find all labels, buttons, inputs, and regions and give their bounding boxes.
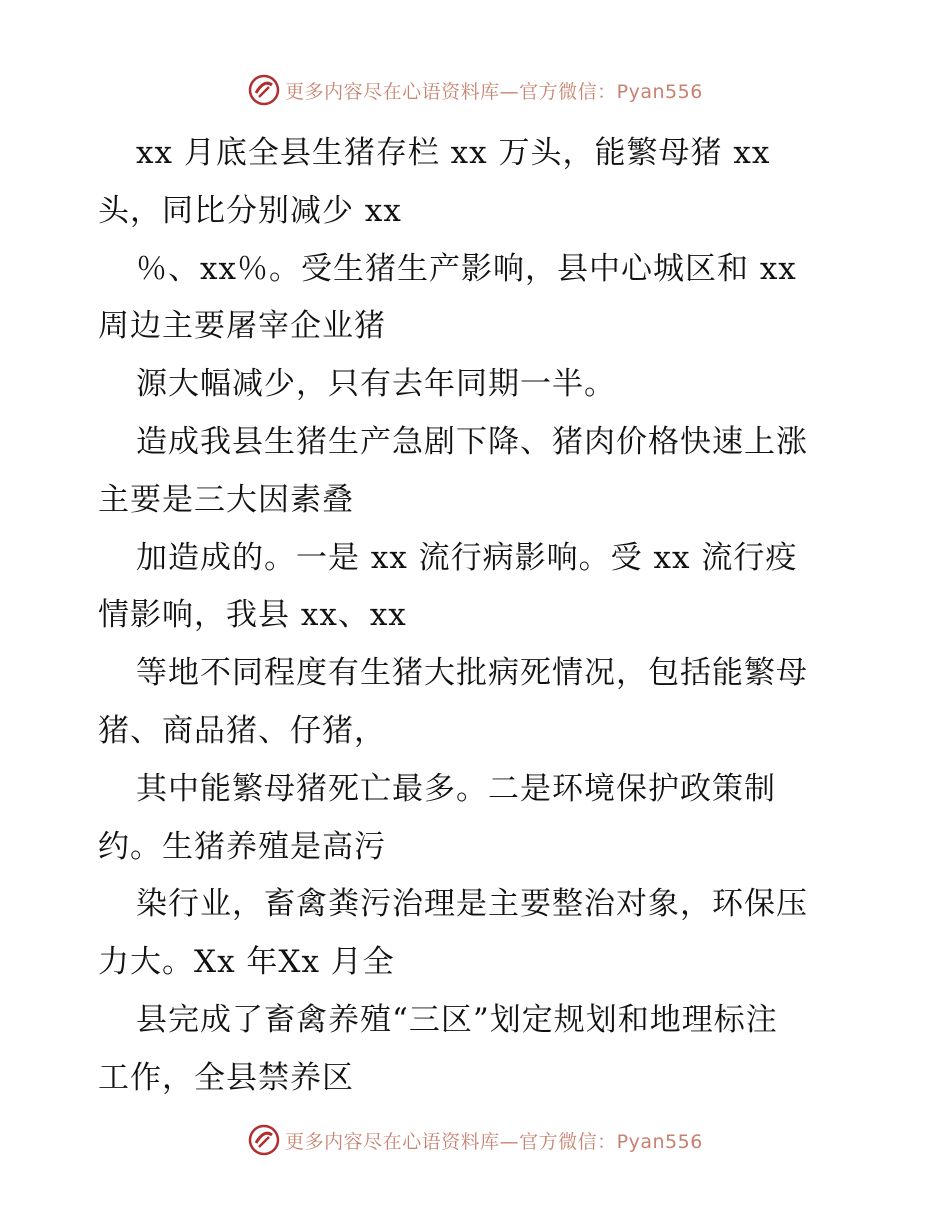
paragraph-line: 情影响，我县 xx、xx <box>98 597 407 634</box>
document-body <box>98 125 858 1108</box>
paragraph-line: 力大。Xx 年Xx 月全 <box>98 944 395 981</box>
header-banner <box>0 70 950 110</box>
paragraph-line: 工作，全县禁养区 <box>98 1059 354 1096</box>
red-seal-logo-icon <box>247 73 281 107</box>
paragraph-line: 县完成了畜禽养殖“三区”划定规划和地理标注 <box>136 1001 778 1038</box>
paragraph-line: 约。生猪养殖是高污 <box>98 828 386 865</box>
paragraph-line: 周边主要屠宰企业猪 <box>98 308 386 345</box>
paragraph-line: 源大幅减少，只有去年同期一半。 <box>136 366 616 403</box>
paragraph-line: 其中能繁母猪死亡最多。二是环境保护政策制 <box>136 770 776 807</box>
paragraph-line: ％、xx％。受生猪生产影响，县中心城区和 xx <box>136 250 797 287</box>
paragraph-line: 主要是三大因素叠 <box>98 481 354 518</box>
paragraph-line: xx 月底全县生猪存栏 xx 万头，能繁母猪 xx <box>136 135 771 171</box>
paragraph-line: 头，同比分别减少 xx <box>98 192 402 229</box>
red-seal-logo-icon <box>247 1123 281 1157</box>
footer-banner <box>0 1120 950 1160</box>
paragraph-line: 等地不同程度有生猪大批病死情况，包括能繁母 <box>136 655 808 692</box>
paragraph-line: 加造成的。一是 xx 流行病影响。受 xx 流行疫 <box>136 539 798 576</box>
paragraph-line: 染行业，畜禽粪污治理是主要整治对象，环保压 <box>136 886 808 923</box>
paragraph-line: 造成我县生猪生产急剧下降、猪肉价格快速上涨 <box>136 423 808 460</box>
footer-banner-text: 更多内容尽在心语资料库—官方微信：Pyan556 <box>285 1130 703 1153</box>
header-banner-text: 更多内容尽在心语资料库—官方微信：Pyan556 <box>285 80 703 103</box>
paragraph-line: 猪、商品猪、仔猪， <box>98 712 386 749</box>
